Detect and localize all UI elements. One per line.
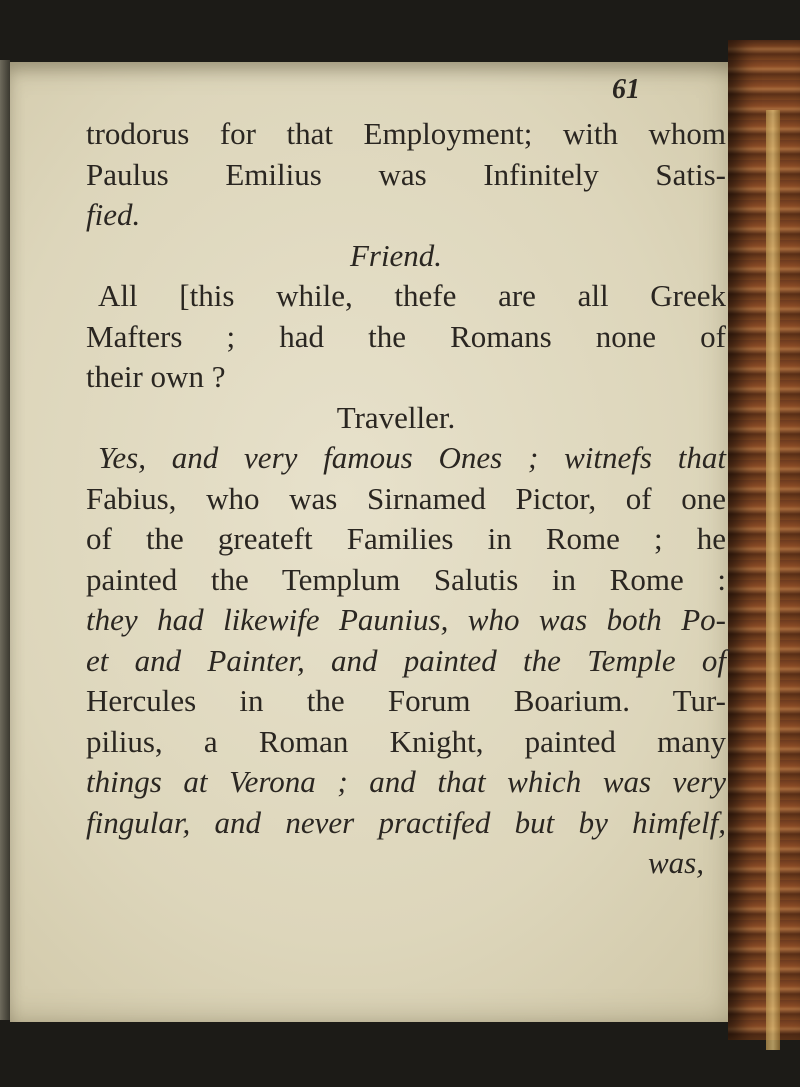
text-line: [86, 681, 726, 722]
text-line: [86, 762, 726, 803]
line-text: fied.: [86, 197, 141, 232]
line-text: of the greateft Families in Rome ; he: [86, 521, 726, 556]
catchword: [86, 843, 726, 884]
line-text: Mafters ; had the Romans none of: [86, 318, 726, 354]
line-text: was,: [648, 845, 704, 880]
line-text: Hercules in the Forum Boarium. Tur-: [86, 683, 726, 718]
speaker-heading-friend: [86, 236, 726, 277]
line-text: et and Painter, and painted the Temple of: [86, 642, 726, 678]
text-line: [86, 317, 726, 358]
speaker-heading-traveller: [86, 398, 726, 439]
line-text: Yes, and very famous Ones ; witnefs that: [98, 440, 726, 475]
line-text: things at Verona ; and that which was very: [86, 764, 726, 799]
text-line: [86, 155, 726, 196]
text-line: [86, 519, 726, 560]
text-line: [86, 600, 726, 641]
text-line: [86, 438, 726, 479]
line-text: Paulus Emilius was Infinitely Satis-: [86, 156, 726, 192]
text-line: [86, 479, 726, 520]
line-text: pilius, a Roman Knight, painted many: [86, 723, 726, 759]
line-text: painted the Templum Salutis in Rome :: [86, 561, 726, 597]
line-text: trodorus for that Employment; with whom: [86, 116, 726, 151]
text-line: [86, 641, 726, 682]
page-number: 61: [612, 74, 640, 105]
gilt-spine-band: [766, 110, 780, 1050]
line-text: they had likewife Paunius, who was both Po-: [86, 602, 726, 637]
text-line: [86, 114, 726, 155]
page-text-block: [86, 74, 726, 884]
text-line: [86, 195, 726, 236]
book-spine: [728, 40, 800, 1040]
line-text: fingular, and never practifed but by himfelf,: [86, 804, 726, 840]
facing-page-edge: [0, 60, 10, 1020]
text-line: [86, 722, 726, 763]
text-line: [86, 357, 726, 398]
speaker-label: Traveller.: [336, 399, 456, 435]
text-line: [86, 276, 726, 317]
speaker-label: Friend.: [349, 237, 443, 273]
line-text: All [this while, thefe are all Greek: [98, 278, 726, 313]
text-line: [86, 560, 726, 601]
line-text: Fabius, who was Sirnamed Pictor, of one: [86, 480, 726, 516]
line-text: their own ?: [86, 359, 226, 394]
text-line: [86, 803, 726, 844]
